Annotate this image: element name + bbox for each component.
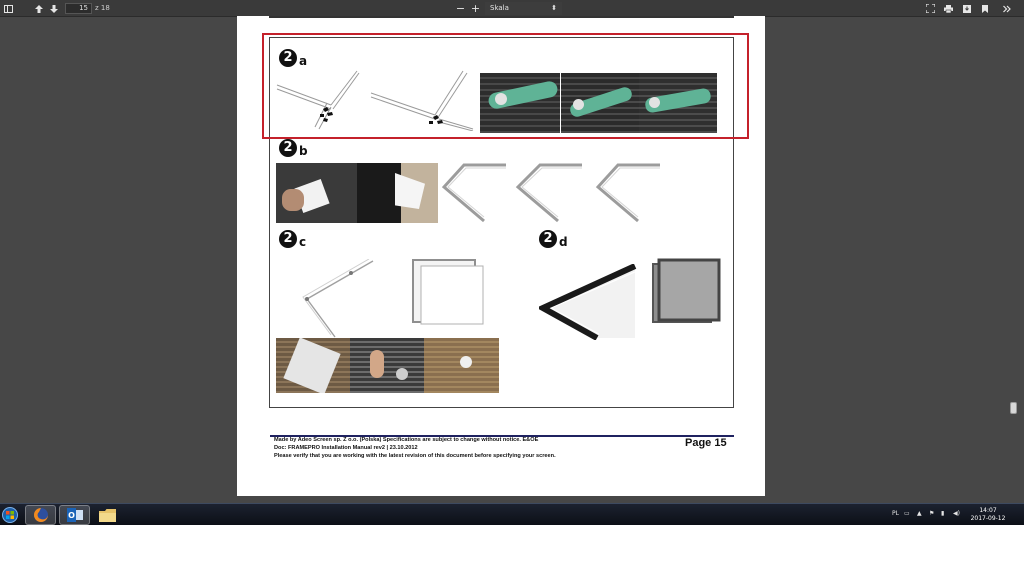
frame-assembly-drawing (285, 259, 377, 339)
zoom-select-value: Skala (490, 4, 509, 12)
blank-area (0, 525, 1024, 576)
tools-menu-button[interactable] (1000, 2, 1013, 15)
corner-photo (276, 163, 357, 223)
download-button[interactable] (960, 2, 973, 15)
taskbar-explorer[interactable] (92, 505, 123, 525)
screw-photo (350, 338, 424, 393)
action-center-flag-icon[interactable]: ⚑ (929, 510, 935, 517)
previous-section-rule (269, 16, 734, 18)
step-2c-label (279, 230, 306, 248)
printer-icon (944, 5, 953, 13)
step-number: 2 (279, 49, 297, 67)
arrow-up-icon (35, 5, 43, 13)
language-indicator[interactable]: PL (892, 510, 899, 517)
firefox-icon (33, 507, 49, 523)
screw-photo (424, 338, 499, 393)
folder-icon (99, 509, 116, 522)
presentation-mode-button[interactable] (924, 2, 937, 15)
step-number: 2 (279, 139, 297, 157)
frame-corner-drawings (442, 163, 674, 223)
pdf-toolbar (0, 0, 1024, 17)
step-number: 2 (539, 230, 557, 248)
pdf-page (237, 16, 765, 496)
clock-date[interactable]: 2017-09-12 (970, 515, 1006, 522)
show-hidden-icons-icon[interactable]: ▲ (917, 510, 922, 517)
network-icon[interactable]: ▮ (941, 510, 945, 517)
volume-icon[interactable]: ◀) (953, 510, 960, 517)
step-number: 2 (279, 230, 297, 248)
taskbar-firefox[interactable] (25, 505, 56, 525)
keyboard-icon[interactable]: ▭ (904, 510, 910, 517)
zoom-in-button[interactable]: + (470, 2, 481, 15)
sidebar-icon (4, 5, 13, 13)
step-letter: d (559, 235, 568, 249)
footer-copyright: Made by Adeo Screen sp. Z o.o. (Polska) Specifications are subject to change without notice. E&OE (274, 437, 539, 443)
page-number-input[interactable]: 15 (65, 3, 92, 14)
step-2d-label (539, 230, 568, 248)
zoom-select[interactable] (485, 2, 562, 15)
vertical-scrollbar[interactable] (1009, 18, 1019, 503)
scrollbar-thumb[interactable] (1010, 402, 1017, 414)
highlight-box (262, 33, 749, 139)
page-number-label: Page 15 (685, 437, 727, 449)
page-total-label: z 18 (95, 4, 110, 12)
bookmark-icon (982, 5, 988, 13)
screw-photo (276, 338, 350, 393)
footer-doc-revision: Doc: FRAMEPRO Installation Manual rev2 | 23.10.2012 (274, 445, 418, 451)
step-letter: a (299, 54, 308, 68)
clock-time[interactable]: 14:07 (979, 507, 997, 514)
svg-text:O: O (67, 511, 75, 520)
footer-note: Please verify that you are working with the latest revision of this document before specifying your screen. (274, 453, 556, 459)
document-viewer (0, 18, 1019, 503)
screen-fabric-drawing (539, 264, 639, 340)
windows-logo-icon (2, 507, 18, 523)
taskbar-outlook[interactable] (59, 505, 90, 525)
next-page-button[interactable] (47, 2, 60, 15)
framed-screen-drawing (651, 258, 721, 328)
chevron-updown-icon: ⬍ (551, 4, 557, 12)
fullscreen-icon (926, 4, 935, 13)
step-2b-label (279, 139, 308, 157)
start-button[interactable] (1, 505, 19, 525)
save-icon (963, 5, 971, 13)
sidebar-toggle-button[interactable] (2, 2, 15, 15)
double-chevron-right-icon (1003, 5, 1011, 13)
arrow-down-icon (50, 5, 58, 13)
corner-photo (357, 163, 438, 223)
zoom-out-button[interactable]: − (455, 2, 466, 15)
frame-assembly-drawing (409, 256, 485, 328)
step-letter: c (299, 235, 307, 249)
windows-taskbar (0, 503, 1024, 525)
bookmark-button[interactable] (978, 2, 991, 15)
print-button[interactable] (942, 2, 955, 15)
previous-page-button[interactable] (32, 2, 45, 15)
step-letter: b (299, 144, 308, 158)
outlook-icon (67, 508, 83, 522)
